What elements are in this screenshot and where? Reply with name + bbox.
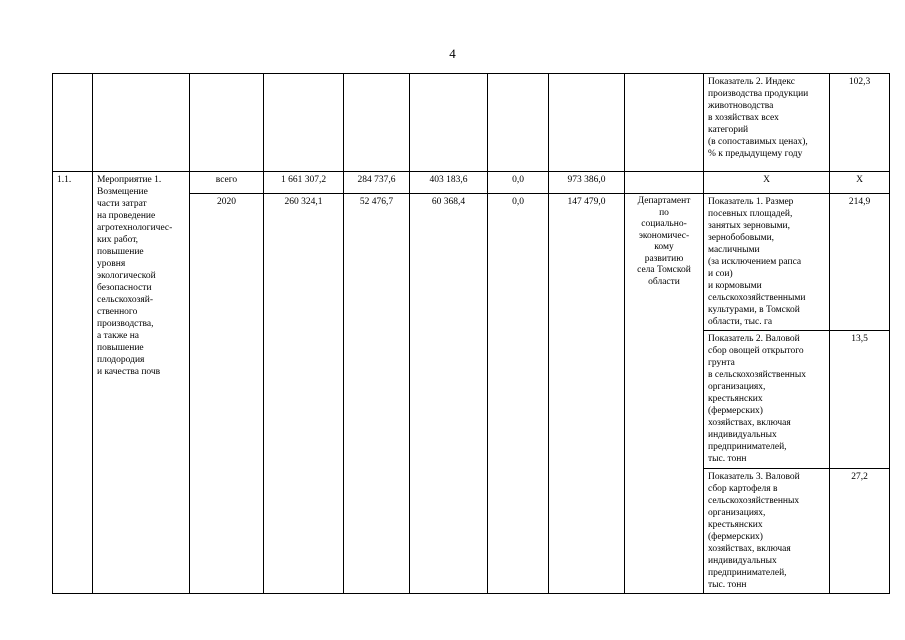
cell-period: 2020 bbox=[190, 194, 264, 594]
cell-regional: 60 368,4 bbox=[410, 194, 488, 594]
cell-activity bbox=[93, 74, 190, 172]
cell-indicator: Показатель 2. Валовой сбор овощей открытого грунта в сельскохозяйственных организациях, крестьянских (фермерских) хозяйствах, включая индивидуальных предпринимателей, тыс. тонн bbox=[704, 331, 830, 469]
cell-value: 102,3 bbox=[830, 74, 890, 172]
cell-value: 27,2 bbox=[830, 469, 890, 594]
cell-total bbox=[264, 74, 344, 172]
cell-period bbox=[190, 74, 264, 172]
page-number: 4 bbox=[449, 46, 456, 61]
cell-federal: 284 737,6 bbox=[344, 172, 410, 194]
cell-extra bbox=[549, 74, 625, 172]
cell-regional bbox=[410, 74, 488, 172]
cell-num: 1.1. bbox=[53, 172, 93, 594]
cell-indicator: Показатель 2. Индекс производства продукции животноводства в хозяйствах всех категорий (в сопоставимых ценах), % к предыдущему году bbox=[704, 74, 830, 172]
cell-value: 13,5 bbox=[830, 331, 890, 469]
cell-activity: Мероприятие 1. Возмещение части затрат на проведение агротехнологичес- ких работ, повышение уровня экологической безопасности сельскохозяй- ственного производства, а также на повышение плодородия и качества почв bbox=[93, 172, 190, 594]
cell-value: 214,9 bbox=[830, 194, 890, 331]
table-row bbox=[53, 74, 890, 172]
cell-indicator: Показатель 3. Валовой сбор картофеля в сельскохозяйственных организациях, крестьянских (фермерских) хозяйствах, включая индивидуальных предпринимателей, тыс. тонн bbox=[704, 469, 830, 594]
cell-local: 0,0 bbox=[488, 172, 549, 194]
cell-extra: 147 479,0 bbox=[549, 194, 625, 594]
cell-indicator: Х bbox=[704, 172, 830, 194]
cell-dept: Департамент по социально- экономичес- кому развитию села Томской области bbox=[625, 194, 704, 594]
cell-period: всего bbox=[190, 172, 264, 194]
cell-extra: 973 386,0 bbox=[549, 172, 625, 194]
cell-local bbox=[488, 74, 549, 172]
cell-num bbox=[53, 74, 93, 172]
cell-total: 260 324,1 bbox=[264, 194, 344, 594]
cell-indicator: Показатель 1. Размер посевных площадей, занятых зерновыми, зернобобовыми, масличными (за исключением рапса и сои) и кормовыми сельскохозяйственными культурами, в Томской области, тыс. га bbox=[704, 194, 830, 331]
table-row bbox=[53, 172, 890, 194]
cell-federal: 52 476,7 bbox=[344, 194, 410, 594]
cell-value: Х bbox=[830, 172, 890, 194]
budget-table bbox=[52, 73, 890, 594]
cell-total: 1 661 307,2 bbox=[264, 172, 344, 194]
cell-dept bbox=[625, 172, 704, 194]
cell-dept bbox=[625, 74, 704, 172]
cell-local: 0,0 bbox=[488, 194, 549, 594]
cell-regional: 403 183,6 bbox=[410, 172, 488, 194]
cell-federal bbox=[344, 74, 410, 172]
